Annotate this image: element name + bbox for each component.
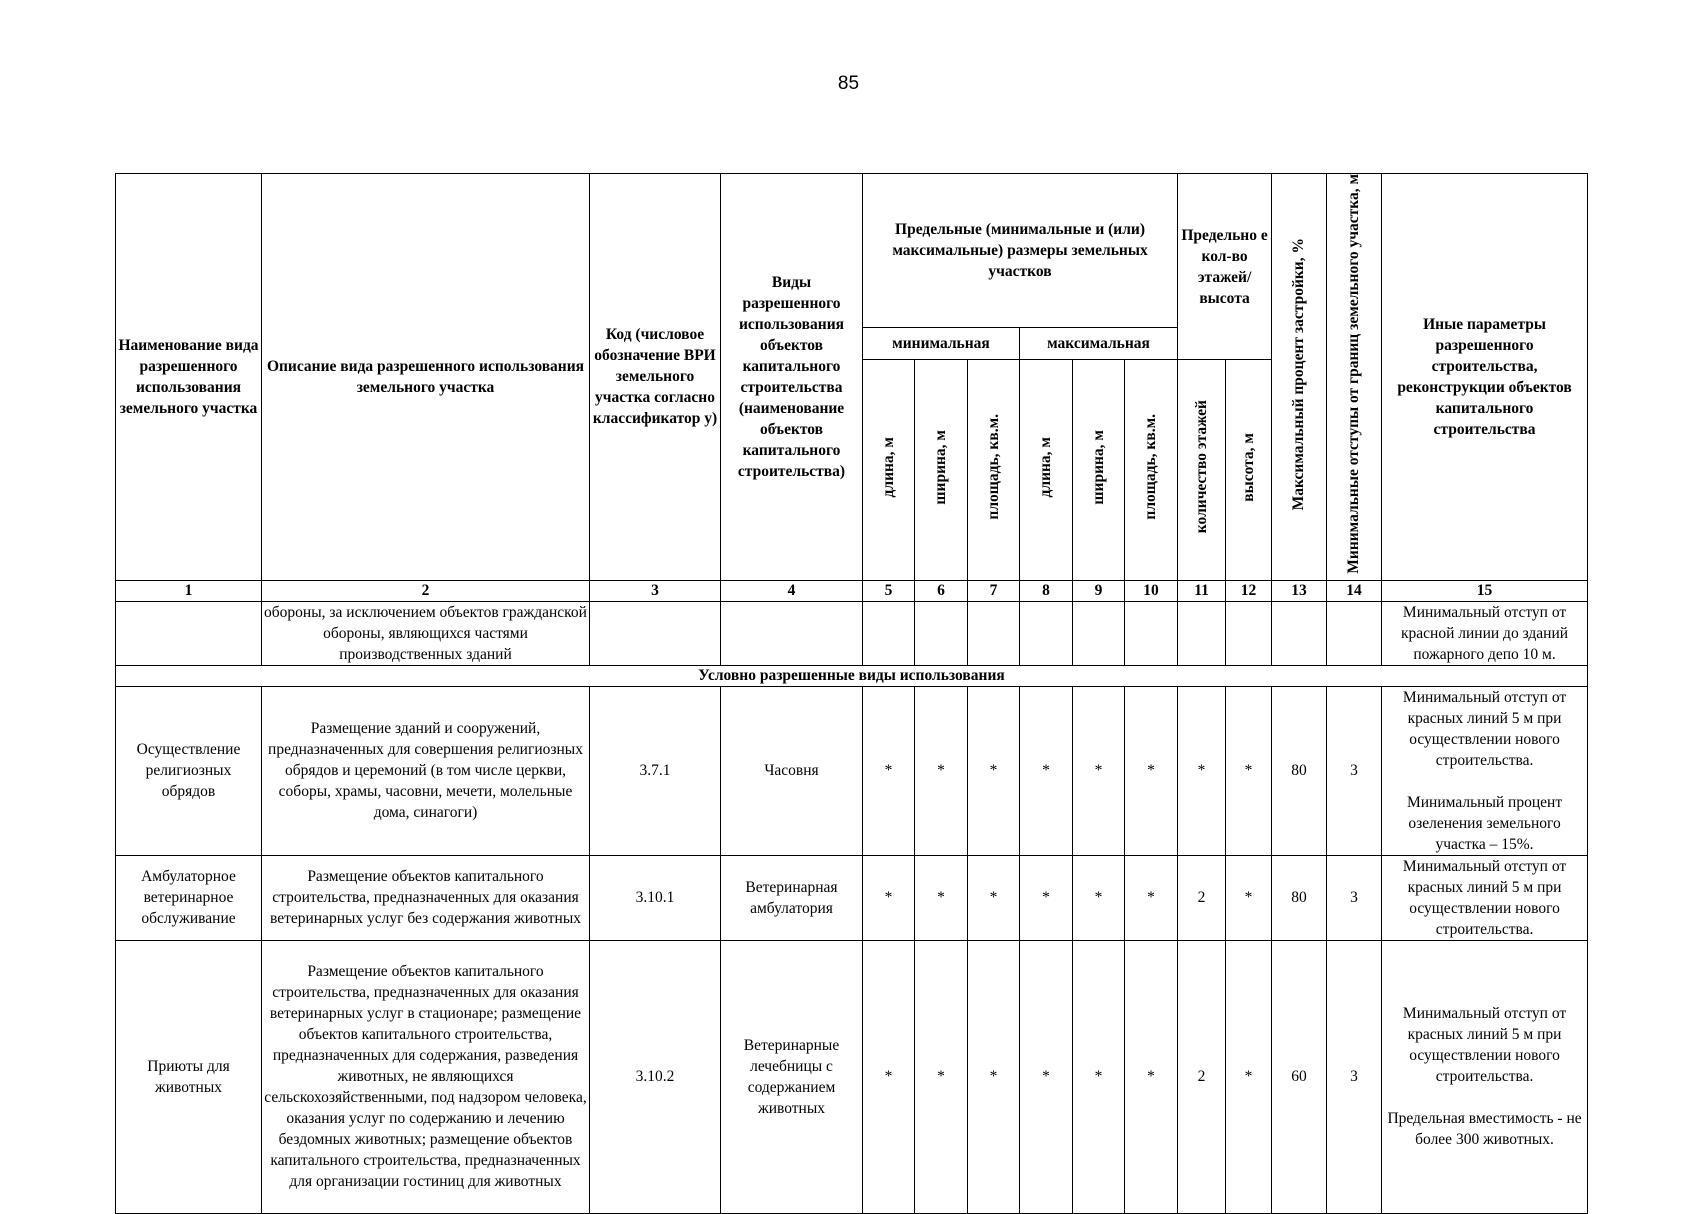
cell-min-area: * <box>968 855 1020 940</box>
header-row-1 <box>116 174 1588 328</box>
header-other-params: Иные параметры разрешенного строительства, реконструкции объектов капитального строительства <box>1382 174 1588 581</box>
cell-min-width: * <box>915 855 968 940</box>
cell-floors: 2 <box>1178 855 1226 940</box>
cell-max-width: * <box>1073 686 1125 855</box>
column-number: 3 <box>590 580 721 601</box>
cell-code: 3.7.1 <box>590 686 721 855</box>
header-floors-height: Предельно е кол-во этажей/ высота <box>1178 174 1272 360</box>
column-number: 2 <box>262 580 590 601</box>
cell-object: Ветеринарные лечебницы с содержанием животных <box>721 940 863 1213</box>
header-setback: Минимальные отступы от границ земельного участка, м <box>1327 174 1382 581</box>
cell-max-area: * <box>1125 855 1178 940</box>
cell-setback: 3 <box>1327 940 1382 1213</box>
header-name: Наименование вида разрешенного использования земельного участка <box>116 174 262 581</box>
cell-other-params: Минимальный отступ от красных линий 5 м при осуществлении нового строительства. <box>1382 855 1588 940</box>
cell-build-percent: 80 <box>1272 686 1327 855</box>
cell-min-width: * <box>915 686 968 855</box>
cell-description: Размещение объектов капитального строительства, предназначенных для оказания ветеринарных услуг без содержания животных <box>262 855 590 940</box>
header-height: высота, м <box>1226 360 1272 581</box>
cell-max-length: * <box>1020 686 1073 855</box>
cell-other-params: Минимальный отступ от красной линии до зданий пожарного депо 10 м. <box>1382 601 1588 665</box>
cell-object: Часовня <box>721 686 863 855</box>
header-object-types: Виды разрешенного использования объектов капитального строительства (наименование объектов капитального строительства) <box>721 174 863 581</box>
header-build-percent: Максимальный процент застройки, % <box>1272 174 1327 581</box>
cell-height: * <box>1226 686 1272 855</box>
cell-name: Приюты для животных <box>116 940 262 1213</box>
column-number: 1 <box>116 580 262 601</box>
column-number: 8 <box>1020 580 1073 601</box>
cell-height: * <box>1226 940 1272 1213</box>
cell-build-percent: 60 <box>1272 940 1327 1213</box>
column-number: 4 <box>721 580 863 601</box>
header-plot-limits: Предельные (минимальные и (или) максимальные) размеры земельных участков <box>863 174 1178 328</box>
column-number: 5 <box>863 580 915 601</box>
column-number: 12 <box>1226 580 1272 601</box>
column-number: 11 <box>1178 580 1226 601</box>
header-code: Код (числовое обозначение ВРИ земельного участка согласно классификатор у) <box>590 174 721 581</box>
cell-other-params: Минимальный отступ от красных линий 5 м при осуществлении нового строительства. Минимальный процент озеленения земельного участка – 15%. <box>1382 686 1588 855</box>
header-min: минимальная <box>863 328 1020 360</box>
cell-max-area: * <box>1125 686 1178 855</box>
header-floors: количество этажей <box>1178 360 1226 581</box>
cell-name: Осуществление религиозных обрядов <box>116 686 262 855</box>
section-title: Условно разрешенные виды использования <box>116 665 1588 686</box>
cell-object: Ветеринарная амбулатория <box>721 855 863 940</box>
cell-floors: * <box>1178 686 1226 855</box>
cell-name: Амбулаторное ветеринарное обслуживание <box>116 855 262 940</box>
cell-code: 3.10.1 <box>590 855 721 940</box>
cell-min-area: * <box>968 940 1020 1213</box>
cell-min-length: * <box>863 686 915 855</box>
page-number: 85 <box>837 73 860 94</box>
column-number: 15 <box>1382 580 1588 601</box>
cell-min-width: * <box>915 940 968 1213</box>
column-numbers-row <box>116 580 1588 601</box>
cell-max-area: * <box>1125 940 1178 1213</box>
cell-max-width: * <box>1073 855 1125 940</box>
column-number: 13 <box>1272 580 1327 601</box>
column-number: 6 <box>915 580 968 601</box>
cell-max-length: * <box>1020 855 1073 940</box>
column-number: 9 <box>1073 580 1125 601</box>
header-min-area: площадь, кв.м. <box>968 360 1020 581</box>
cell-build-percent: 80 <box>1272 855 1327 940</box>
column-number: 10 <box>1125 580 1178 601</box>
header-min-length: длина, м <box>863 360 915 581</box>
cell-setback: 3 <box>1327 686 1382 855</box>
continuation-row <box>116 601 1588 665</box>
cell-description: Размещение объектов капитального строительства, предназначенных для оказания ветеринарных услуг в стационаре; размещение объектов капитального строительства, предназначенных для содержания, разведения животных, не являющихся сельскохозяйственными, под надзором человека, оказания услуг по содержанию и лечению бездомных животных; размещение объектов капитального строительства, предназначенных для организации гостиниц для животных <box>262 940 590 1213</box>
table-row <box>116 686 1588 855</box>
header-min-width: ширина, м <box>915 360 968 581</box>
header-max: максимальная <box>1020 328 1178 360</box>
header-max-width: ширина, м <box>1073 360 1125 581</box>
cell-min-length: * <box>863 855 915 940</box>
column-number: 7 <box>968 580 1020 601</box>
section-row <box>116 665 1588 686</box>
land-use-table <box>115 173 1588 1214</box>
column-number: 14 <box>1327 580 1382 601</box>
cell-floors: 2 <box>1178 940 1226 1213</box>
header-max-length: длина, м <box>1020 360 1073 581</box>
cell-max-width: * <box>1073 940 1125 1213</box>
cell-description: обороны, за исключением объектов гражданской обороны, являющихся частями производственных зданий <box>262 601 590 665</box>
cell-description: Размещение зданий и сооружений, предназначенных для совершения религиозных обрядов и церемоний (в том числе церкви, соборы, храмы, часовни, мечети, молельные дома, синагоги) <box>262 686 590 855</box>
cell-max-length: * <box>1020 940 1073 1213</box>
cell-code: 3.10.2 <box>590 940 721 1213</box>
cell-min-length: * <box>863 940 915 1213</box>
cell-other-params: Минимальный отступ от красных линий 5 м при осуществлении нового строительства. Предельная вместимость - не более 300 животных. <box>1382 940 1588 1213</box>
cell-min-area: * <box>968 686 1020 855</box>
table-row <box>116 940 1588 1213</box>
header-max-area: площадь, кв.м. <box>1125 360 1178 581</box>
cell-setback: 3 <box>1327 855 1382 940</box>
cell-height: * <box>1226 855 1272 940</box>
header-description: Описание вида разрешенного использования земельного участка <box>262 174 590 581</box>
table-row <box>116 855 1588 940</box>
